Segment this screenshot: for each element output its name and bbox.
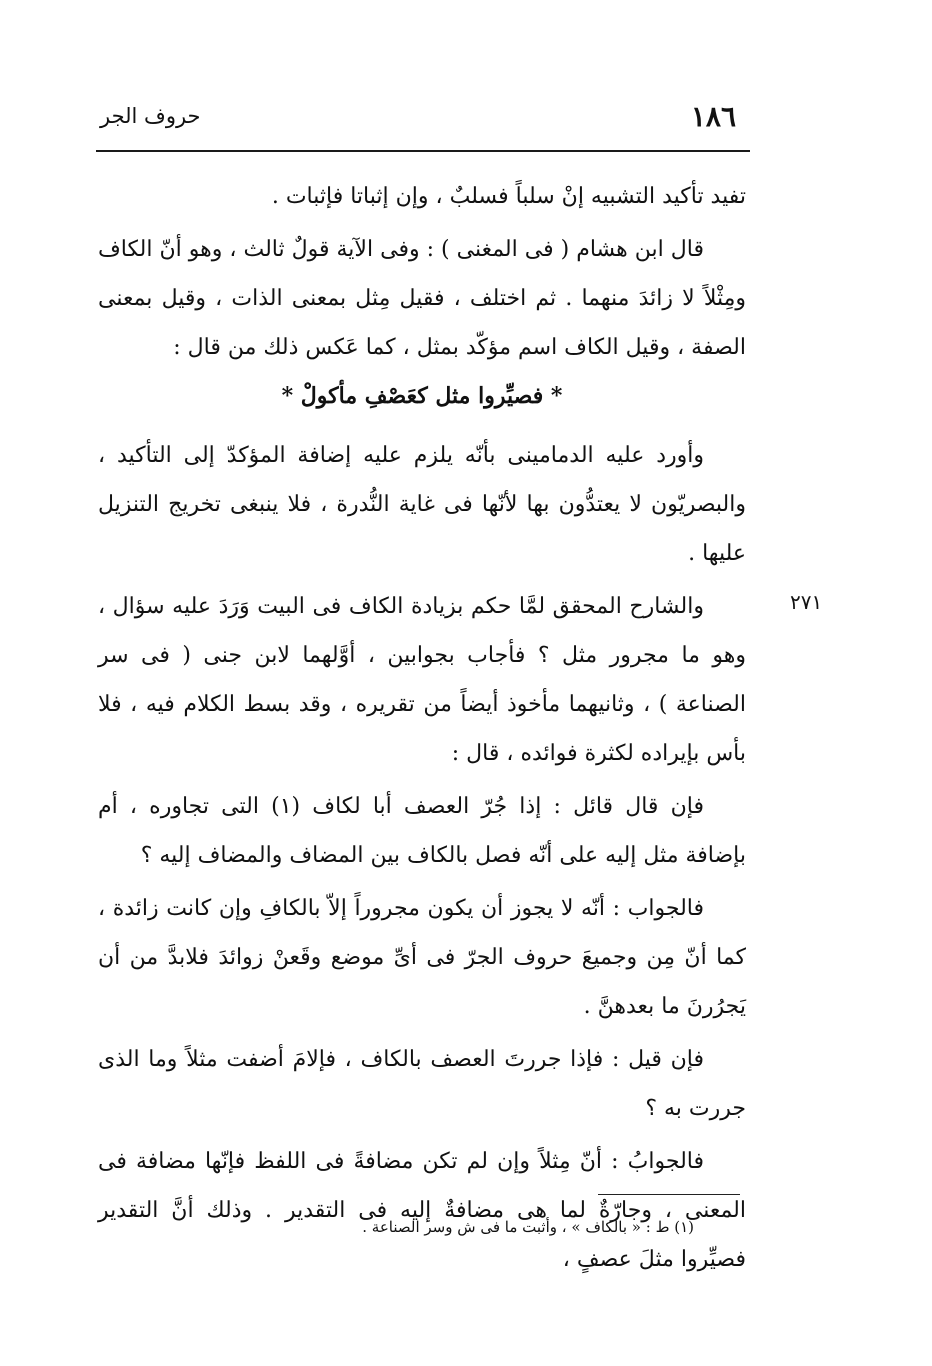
paragraph-6: فالجواب : أنّه لا يجوز أن يكون مجروراً إلاّ بالكافِ وإن كانت زائدة ، كما أنّ مِن وجميعَ حروف الجرّ فى أىِّ موضع وقَعنْ زوائدَ فلابدَّ من أن يَجرُرنَ ما بعدهنَّ . xyxy=(98,896,746,1019)
paragraph-8: فالجوابُ : أنّ مِثلاً وإن لم تكن مضافةً فى اللفظ فإنّها مضافة فى المعنى ، وجارّةٌ لما هى مضافةٌ إليه فى التقدير . وذلك أنَّ التقدير فصيِّروا مثلَ عصفٍ ، xyxy=(98,1149,746,1272)
paragraph-7: فإن قيل : فإذا جررتَ العصف بالكاف ، فإلامَ أضفت مثلاً وما الذى جررت به ؟ xyxy=(98,1047,746,1121)
running-header xyxy=(96,100,750,150)
main-text xyxy=(98,172,746,1288)
margin-reference-number: ٢٧١ xyxy=(790,590,823,614)
chapter-title: حروف الجر xyxy=(100,104,201,128)
paragraph-2: قال ابن هشام ( فى المغنى ) : وفى الآية قولٌ ثالث ، وهو أنّ الكاف ومِثْلاً لا زائدَ منهما . ثم اختلف ، فقيل مِثل بمعنى الذات ، وقيل بمعنى الصفة ، وقيل الكاف اسم مؤكّد بمثل ، كما عَكس ذلك من قال : xyxy=(98,237,746,360)
footnote-rule xyxy=(598,1194,740,1195)
verse-line: * فصيِّروا مثل كعَصْفِ مأكولْ * xyxy=(281,383,563,409)
paragraph-5: فإن قال قائل : إذا جُرّ العصف أبا لكاف (١) التى تجاوره ، أم بإضافة مثل إليه على أنّه فصل بالكاف بين المضاف والمضاف إليه ؟ xyxy=(98,794,746,868)
page-number: ١٨٦ xyxy=(690,100,736,133)
paragraph-4: والشارح المحقق لمَّا حكم بزيادة الكاف فى البيت وَرَدَ عليه سؤال ، وهو ما مجرور مثل ؟ فأجاب بجوابين ، أوَّلهما لابن جنى ( فى سر الصناعة ) ، وثانيهما مأخوذ أيضاً من تقريره ، وقد بسط الكلام فيه ، فلا بأس بإيراده لكثرة فوائده ، قال : xyxy=(98,594,746,766)
footnote: (١) ط : « بالكاف » ، وأثبت ما فى ش وسر الصناعة . xyxy=(362,1218,694,1236)
paragraph-3: وأورد عليه الدمامينى بأنّه يلزم عليه إضافة المؤكدّ إلى التأكيد ، والبصريّون لا يعتدُّون بها لأنّها فى غاية النُّدرة ، فلا ينبغى تخريج التنزيل عليها . xyxy=(98,443,746,566)
paragraph-1: تفيد تأكيد التشبيه إنْ سلباً فسلبٌ ، وإن إثباتا فإثبات . xyxy=(271,184,746,209)
header-rule xyxy=(96,150,750,152)
